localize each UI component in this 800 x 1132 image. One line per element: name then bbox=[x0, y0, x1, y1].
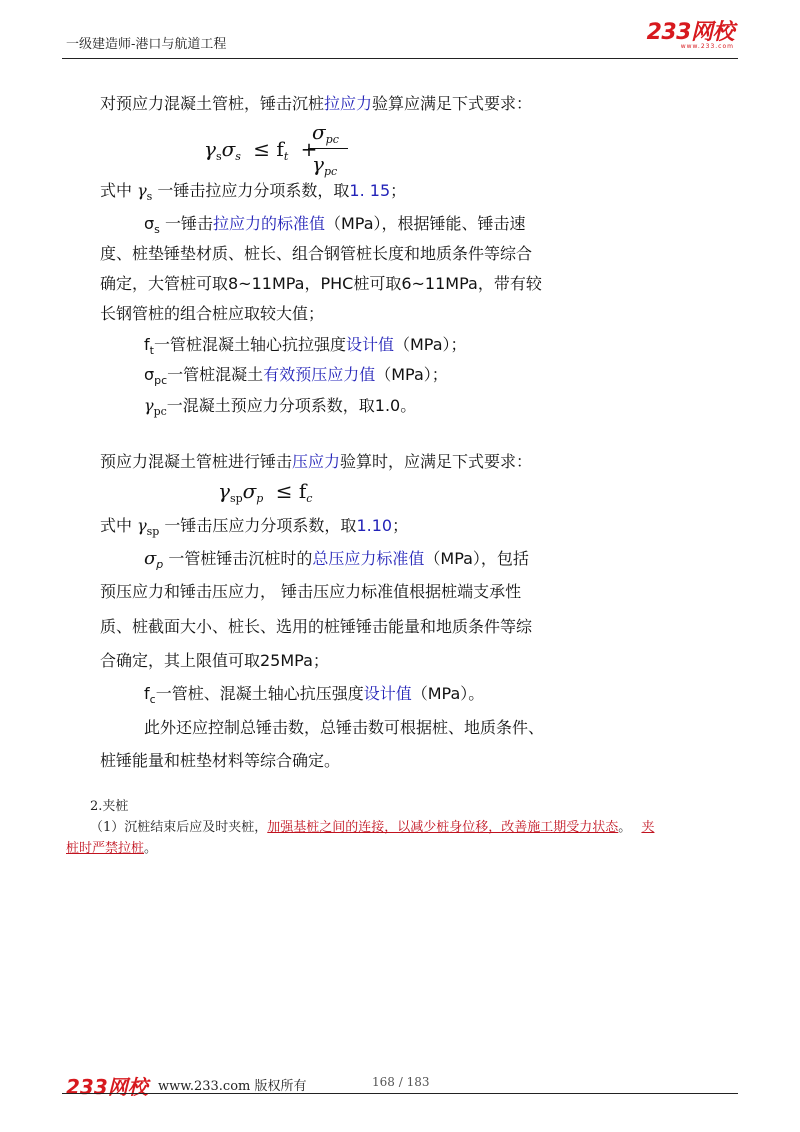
s2-line8: 桩锤能量和桩垫材料等综合确定。 bbox=[100, 751, 341, 770]
logo-text: 233网校 bbox=[646, 20, 734, 45]
formula-compression: $\gamma_{sp}\sigma_p \le f_c$ bbox=[218, 479, 313, 505]
s1-line7: $\sigma_{pc}$一管桩混凝土有效预压应力值（MPa）； bbox=[144, 365, 448, 387]
footer-logo[interactable]: 233网校 bbox=[66, 1075, 148, 1099]
s1-line6: $f_t$一管桩混凝土轴心抗拉强度设计值（MPa）； bbox=[144, 335, 467, 357]
page-number: 168 / 183 bbox=[372, 1075, 430, 1089]
section3-para-line2: 桩时严禁拉桩。 bbox=[66, 841, 158, 856]
header-title: 一级建造师-港口与航道工程 bbox=[66, 37, 227, 52]
section2-intro: 预应力混凝土管桩进行锤击压应力验算时，应满足下式要求： bbox=[100, 452, 533, 471]
s1-line2: $\sigma_s$ 一锤击拉应力的标准值（MPa），根据锤能、锤击速 bbox=[144, 214, 526, 236]
s1-line5: 长钢管桩的组合桩应取较大值； bbox=[100, 304, 325, 323]
s2-line5: 合确定，其上限值可取25MPa； bbox=[100, 651, 329, 670]
fraction-bar bbox=[308, 148, 348, 149]
footer-divider bbox=[62, 1093, 738, 1094]
s2-line3: 预压应力和锤击压应力， 锤击压应力标准值根据桩端支承性 bbox=[100, 582, 522, 601]
brand-logo[interactable] bbox=[647, 22, 734, 50]
section3-heading: 2.夹桩 bbox=[90, 799, 129, 814]
s2-line2: $\sigma_p$ 一管桩锤击沉桩时的总压应力标准值（MPa），包括 bbox=[144, 548, 529, 571]
section3-para-line1: （1）沉桩结束后应及时夹桩，加强基桩之间的连接，以减少桩身位移，改善施工期受力状态。 夹 bbox=[90, 820, 655, 835]
s2-line4: 质、桩截面大小、桩长、选用的桩锤锤击能量和地质条件等综 bbox=[100, 617, 533, 636]
s2-line1: 式中 $\gamma_{sp}$ 一锤击压应力分项系数，取1.10； bbox=[100, 516, 409, 538]
footer-copyright: www.233.com 版权所有 bbox=[158, 1079, 307, 1094]
s2-line6: $f_c$一管桩、混凝土轴心抗压强度设计值（MPa）。 bbox=[144, 684, 485, 706]
logo-url: www.233.com bbox=[680, 43, 734, 50]
s1-line1: 式中 $\gamma_s$ 一锤击拉应力分项系数，取1. 15； bbox=[100, 181, 407, 203]
s2-line7: 此外还应控制总锤击数，总锤击数可根据桩、地质条件、 bbox=[144, 718, 545, 737]
formula-tension-denominator: $\gamma_{pc}$ bbox=[312, 152, 338, 178]
s1-line3: 度、桩垫锤垫材质、桩长、组合钢管桩长度和地质条件等综合 bbox=[100, 244, 533, 263]
formula-tension-numerator: $\sigma_{pc}$ bbox=[312, 120, 339, 146]
s1-line8: $\gamma_{pc}$一混凝土预应力分项系数，取1.0。 bbox=[144, 396, 417, 418]
section1-intro: 对预应力混凝土管桩，锤击沉桩拉应力验算应满足下式要求： bbox=[100, 94, 533, 113]
header-divider bbox=[62, 58, 738, 59]
formula-tension-lhs: $\gamma_s\sigma_s \le f_t$ + bbox=[204, 137, 318, 163]
s1-line4: 确定，大管桩可取8~11MPa，PHC桩可取6~11MPa，带有较 bbox=[100, 274, 542, 293]
